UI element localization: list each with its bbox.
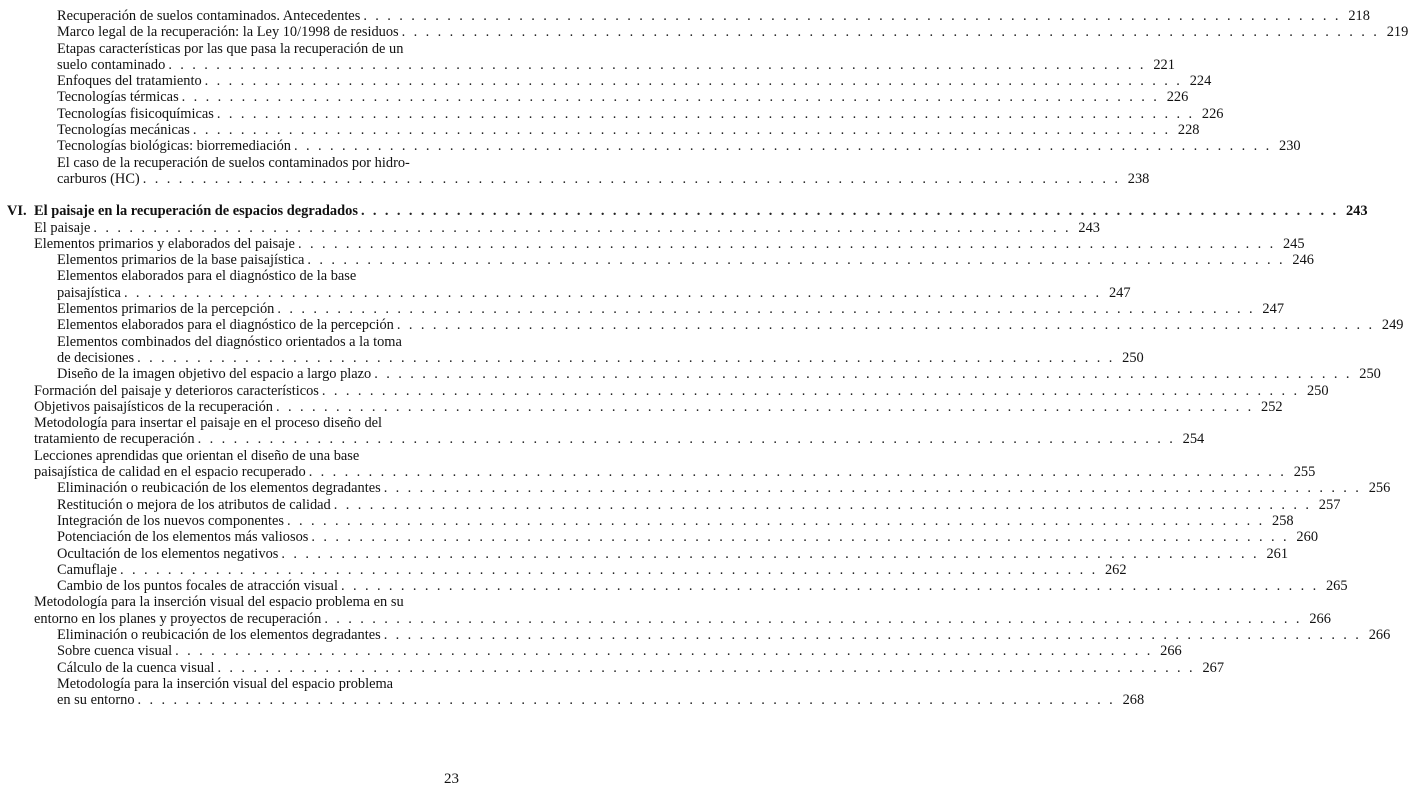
toc-entry-text-line: Metodología para la inserción visual del espacio problema	[57, 675, 394, 692]
toc-entry-page: 238	[1127, 170, 1150, 187]
toc-entry	[34, 415, 1205, 448]
toc-entry-page: 221	[1153, 56, 1175, 73]
leader-dots	[172, 643, 1156, 659]
toc-entry-title: paisajística de calidad en el espacio recuperado	[34, 464, 306, 481]
toc-entry-page: 254	[1182, 431, 1205, 448]
toc-entry	[57, 675, 1145, 709]
toc-entry-title: suelo contaminado	[57, 56, 166, 73]
leader-dots	[165, 57, 1149, 73]
toc-entry-title: Tecnologías mecánicas	[57, 122, 190, 139]
toc-entry	[57, 643, 1182, 660]
toc-entry-title: entorno en los planes y proyectos de recuperación	[34, 610, 322, 627]
toc-entry-page: 249	[1381, 317, 1404, 334]
toc-entry	[57, 73, 1212, 90]
toc-entry	[57, 122, 1200, 139]
toc-entry-title: Marco legal de la recuperación: la Ley 10/1998 de residuos	[57, 24, 399, 41]
chapter-entries	[0, 219, 1404, 709]
toc-entry-page: 261	[1266, 545, 1289, 562]
chapter-heading	[7, 203, 1368, 220]
leader-dots	[202, 73, 1186, 89]
leader-dots	[179, 89, 1163, 105]
toc-entry-page: 250	[1122, 349, 1144, 366]
toc-entry-title: Tecnologías térmicas	[57, 89, 179, 106]
toc-entry-page: 226	[1166, 89, 1189, 106]
toc-entry	[57, 561, 1127, 578]
toc-entry-page: 265	[1325, 578, 1348, 595]
toc-entry-page: 250	[1306, 382, 1329, 399]
toc-entry-page: 266	[1309, 610, 1331, 627]
leader-dots	[308, 529, 1292, 545]
toc-entry-title: Potenciación de los elementos más valiosos	[57, 529, 309, 546]
toc-entry-title: de decisiones	[57, 349, 135, 366]
toc-entry-title: Ocultación de los elementos negativos	[57, 545, 279, 562]
leader-dots	[135, 692, 1119, 708]
toc-entry	[57, 529, 1319, 546]
toc-entry-text-line: Metodología para la inserción visual del espacio problema en su	[34, 594, 404, 611]
leader-dots	[338, 578, 1322, 594]
leader-dots	[381, 480, 1365, 496]
toc-entry	[34, 219, 1100, 236]
toc-entry-title: Cambio de los puntos focales de atracción visual	[57, 578, 338, 595]
toc-entry	[57, 480, 1391, 497]
toc-entry	[57, 89, 1189, 106]
leader-dots	[360, 8, 1344, 24]
chapter-page: 243	[1345, 203, 1368, 220]
leader-dots	[278, 546, 1262, 562]
toc-entry	[57, 154, 1150, 188]
chapter-number: VI.	[7, 203, 27, 220]
toc-entry-page: 266	[1160, 643, 1182, 660]
toc-entry	[57, 317, 1404, 334]
page-number: 23	[444, 771, 459, 787]
toc-entry	[34, 235, 1305, 252]
toc-entry	[57, 659, 1225, 676]
leader-dots	[90, 220, 1074, 236]
toc-entry-title: Formación del paisaje y deterioros característicos	[34, 382, 319, 399]
leader-dots	[331, 497, 1315, 513]
toc-entry-text-line: Metodología para insertar el paisaje en el proceso diseño del	[34, 415, 383, 432]
toc-entry-title: Tecnologías fisicoquímicas	[57, 105, 214, 122]
toc-entry-page: 252	[1261, 398, 1283, 415]
toc-entry	[57, 252, 1314, 269]
toc-entry-title: en su entorno	[57, 692, 135, 709]
toc-entry	[34, 447, 1316, 481]
leader-dots	[319, 383, 1303, 399]
toc-entry-page: 256	[1368, 480, 1391, 497]
toc-entry	[57, 8, 1370, 24]
leader-dots	[273, 399, 1257, 415]
toc-entry-page: 257	[1318, 496, 1341, 513]
toc-entry-page: 262	[1104, 561, 1127, 578]
toc-entry	[57, 40, 1175, 74]
leader-dots	[304, 252, 1288, 268]
leader-dots	[274, 301, 1258, 317]
toc-entry-page: 230	[1279, 138, 1301, 155]
toc-entry-title: Enfoques del tratamiento	[57, 73, 202, 90]
toc-entry	[34, 382, 1329, 399]
toc-entry-title: Elementos elaborados para el diagnóstico de la percepción	[57, 317, 394, 334]
leader-dots	[214, 106, 1198, 122]
toc-entry-title: Elementos primarios de la percepción	[57, 301, 275, 318]
toc-entry	[57, 268, 1131, 301]
toc-entry-title: Sobre cuenca visual	[57, 643, 173, 660]
toc-entry-title: Recuperación de suelos contaminados. Antecedentes	[57, 8, 361, 24]
toc-entry-title: Cálculo de la cuenca visual	[57, 659, 215, 676]
toc-entry-title: Integración de los nuevos componentes	[57, 512, 284, 529]
toc-entry-title: carburos (HC)	[57, 170, 140, 187]
toc-entry-page: 268	[1122, 692, 1145, 709]
leader-dots	[358, 203, 1342, 219]
leader-dots	[284, 513, 1268, 529]
toc-entry-text-line: Elementos elaborados para el diagnóstico de la base	[57, 268, 357, 285]
leader-dots	[321, 611, 1305, 627]
toc-entry-title: El paisaje	[34, 219, 91, 236]
leader-dots	[190, 122, 1174, 138]
toc-entry-title: paisajística	[57, 284, 121, 301]
toc-entry-page: 266	[1368, 626, 1391, 643]
toc-entry-text-line: Elementos combinados del diagnóstico orientados a la toma	[57, 333, 402, 350]
leader-dots	[306, 464, 1290, 480]
toc-entry	[57, 578, 1348, 595]
toc-entry-page: 247	[1262, 301, 1285, 318]
leader-dots	[295, 236, 1279, 252]
toc-entry-page: 243	[1078, 219, 1100, 236]
leader-dots	[399, 24, 1383, 40]
toc-entry-page: 219	[1386, 24, 1408, 41]
toc-entry-title: Elementos primarios de la base paisajística	[57, 252, 305, 269]
toc-entry-text-line: El caso de la recuperación de suelos contaminados por hidro-	[57, 154, 410, 171]
toc-entry-page: 246	[1292, 252, 1314, 269]
toc-entry-title: Eliminación o reubicación de los elementos degradantes	[57, 626, 381, 643]
toc-entry	[57, 512, 1294, 529]
leader-dots	[214, 660, 1198, 676]
toc-entry-title: Tecnologías biológicas: biorremediación	[57, 138, 291, 155]
leader-dots	[394, 317, 1378, 333]
toc-entry	[57, 545, 1289, 562]
leader-dots	[195, 431, 1179, 447]
table-of-contents	[0, 8, 1408, 709]
toc-entry-title: Objetivos paisajísticos de la recuperación	[34, 398, 273, 415]
toc-entry	[57, 24, 1408, 41]
toc-entry-page: 245	[1282, 235, 1305, 252]
toc-entry-title: Diseño de la imagen objetivo del espacio a largo plazo	[57, 366, 372, 383]
leader-dots	[371, 366, 1355, 382]
toc-entry	[57, 496, 1341, 513]
toc-entry-text-line: Lecciones aprendidas que orientan el diseño de una base	[34, 447, 360, 464]
toc-entry-page: 260	[1296, 529, 1319, 546]
toc-entry-title: Camuflaje	[57, 561, 117, 578]
toc-entry	[57, 626, 1391, 643]
toc-entry-page: 258	[1272, 512, 1294, 529]
toc-entry	[57, 366, 1381, 383]
toc-entry-title: Restitución o mejora de los atributos de calidad	[57, 496, 331, 513]
leader-dots	[134, 350, 1118, 366]
toc-entry-title: tratamiento de recuperación	[34, 431, 195, 448]
leader-dots	[121, 285, 1105, 301]
toc-entry-title: Elementos primarios y elaborados del paisaje	[34, 235, 295, 252]
toc-entry-title: Eliminación o reubicación de los elementos degradantes	[57, 480, 381, 497]
toc-entry	[57, 105, 1224, 122]
toc-entry	[57, 301, 1285, 318]
toc-entry-page: 226	[1201, 105, 1224, 122]
toc-entry-page: 228	[1177, 122, 1200, 139]
toc-entry-page: 224	[1189, 73, 1212, 90]
toc-entry-page: 255	[1293, 464, 1316, 481]
toc-entry-page: 250	[1359, 366, 1381, 383]
toc-entry	[57, 138, 1301, 155]
section-entries	[0, 8, 1408, 187]
toc-entry	[34, 398, 1283, 415]
leader-dots	[381, 627, 1365, 643]
toc-entry-page: 247	[1108, 284, 1131, 301]
toc-entry-text-line: Etapas características por las que pasa la recuperación de un	[57, 40, 404, 57]
toc-entry-page: 267	[1202, 659, 1225, 676]
toc-entry	[57, 333, 1144, 367]
chapter-title: El paisaje en la recuperación de espacios degradados	[34, 203, 358, 220]
leader-dots	[117, 562, 1101, 578]
leader-dots	[291, 138, 1275, 154]
toc-entry	[34, 594, 1331, 627]
leader-dots	[140, 171, 1124, 187]
toc-entry-page: 218	[1348, 8, 1370, 24]
